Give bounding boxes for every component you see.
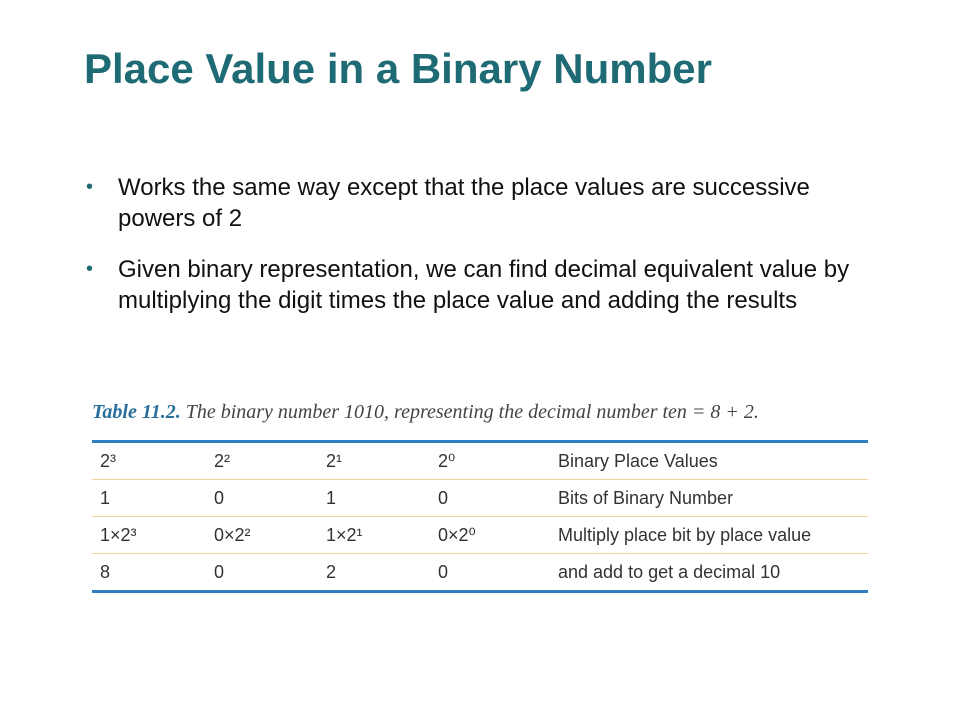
bullet-list — [84, 172, 884, 336]
table-cell: 1×2³ — [92, 517, 206, 554]
table-cell: and add to get a decimal 10 — [558, 561, 781, 582]
table-cell: 2¹ — [318, 443, 430, 480]
binary-table-figure — [92, 396, 868, 593]
bullet-text: Given binary representation, we can find decimal equivalent value by multiplying the digit times the place value and adding the results — [118, 256, 850, 314]
binary-place-value-table — [92, 443, 868, 590]
bullet-icon: • — [86, 258, 94, 280]
table-row — [92, 517, 868, 554]
table-bottom-rule — [92, 590, 868, 593]
bullet-item — [84, 172, 884, 234]
bullet-text: Works the same way except that the place values are successive powers of 2 — [118, 174, 810, 232]
table-cell: 0×2² — [206, 517, 318, 554]
slide-title: Place Value in a Binary Number — [84, 45, 712, 92]
table-row — [92, 480, 868, 517]
table-cell: Bits of Binary Number — [550, 480, 868, 517]
table-cell: Binary Place Values — [550, 443, 868, 480]
table-cell: 1 — [92, 480, 206, 517]
table-row — [92, 443, 868, 480]
table-cell: 0 — [438, 561, 449, 582]
table-cell: 2³ — [92, 443, 206, 480]
table-cell: 2² — [206, 443, 318, 480]
bullet-icon: • — [86, 176, 94, 198]
table-caption-text: The binary number 1010, representing the decimal number ten = 8 + 2. — [185, 401, 759, 423]
table-cell: 2 — [326, 561, 337, 582]
table-cell: 0×2⁰ — [430, 517, 550, 554]
table-cell: Multiply place bit by place value — [550, 517, 868, 554]
table-row — [92, 554, 868, 591]
bullet-item — [84, 254, 884, 316]
table-cell: 0 — [206, 480, 318, 517]
table-cell: 0 — [430, 480, 550, 517]
table-cell: 1×2¹ — [318, 517, 430, 554]
table-cell: 1 — [318, 480, 430, 517]
table-cell: 2⁰ — [430, 443, 550, 480]
table-caption — [92, 396, 868, 428]
table-cell: 8 — [100, 561, 111, 582]
table-cell: 0 — [214, 561, 225, 582]
table-caption-label: Table 11.2. — [92, 401, 181, 423]
